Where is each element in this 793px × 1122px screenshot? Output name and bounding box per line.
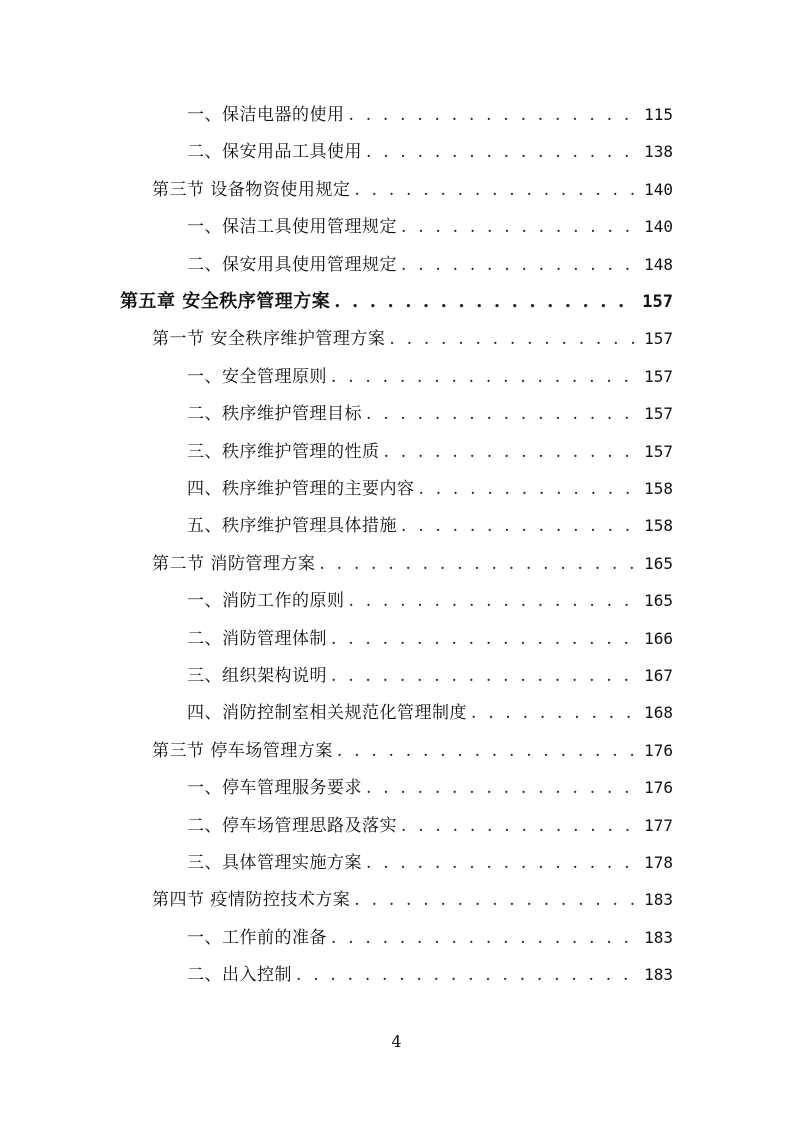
- toc-entry[interactable]: [187, 624, 673, 654]
- toc-entry-title: 第一节 安全秩序维护管理方案: [152, 329, 386, 350]
- toc-leader-dots: [401, 811, 636, 841]
- toc-entry[interactable]: [152, 885, 673, 915]
- toc-entry-title: 第五章 安全秩序管理方案: [120, 291, 331, 312]
- toc-entry-title: 二、保安用具使用管理规定: [187, 254, 397, 275]
- toc-entry-page: 165: [644, 591, 673, 611]
- toc-entry[interactable]: [187, 960, 673, 990]
- toc-leader-dots: [389, 324, 636, 354]
- toc-entry-title: 一、安全管理原则: [187, 366, 327, 387]
- toc-entry-page: 148: [644, 254, 673, 274]
- toc-leader-dots: [366, 773, 636, 803]
- toc-entry-title: 一、工作前的准备: [187, 927, 327, 948]
- toc-entry[interactable]: [152, 175, 673, 205]
- toc-entry[interactable]: [187, 362, 673, 392]
- toc-entry-title: 五、秩序维护管理具体措施: [187, 516, 397, 537]
- toc-entry-page: 177: [644, 815, 673, 835]
- toc-leader-dots: [401, 511, 636, 541]
- toc-entry-page: 178: [644, 853, 673, 872]
- toc-entry[interactable]: [187, 137, 673, 167]
- toc-entry-page: 158: [644, 479, 673, 498]
- toc-leader-dots: [384, 437, 637, 467]
- toc-leader-dots: [331, 923, 636, 953]
- toc-entry-page: 176: [644, 778, 673, 798]
- toc-entry-page: 157: [644, 366, 673, 386]
- toc-entry[interactable]: [187, 586, 673, 616]
- toc-entry-title: 一、停车管理服务要求: [187, 778, 362, 799]
- toc-entry[interactable]: [187, 923, 673, 953]
- toc-entry-page: 183: [644, 965, 673, 985]
- toc-entry-page: 167: [644, 666, 673, 685]
- toc-entry-page: 157: [642, 292, 673, 312]
- toc-entry-page: 183: [644, 890, 673, 910]
- toc-entry-title: 四、秩序维护管理的主要内容: [187, 479, 415, 499]
- toc-entry[interactable]: [187, 250, 673, 280]
- toc-leader-dots: [401, 212, 636, 242]
- toc-entry-title: 二、出入控制: [187, 965, 292, 986]
- toc-entry[interactable]: [120, 287, 673, 317]
- toc-entry[interactable]: [152, 324, 673, 354]
- toc-entry[interactable]: [187, 848, 673, 878]
- toc-leader-dots: [401, 250, 636, 280]
- toc-leader-dots: [471, 698, 636, 728]
- toc-leader-dots: [366, 848, 636, 878]
- toc-entry-page: 165: [644, 553, 673, 573]
- toc-entry-title: 二、保安用品工具使用: [187, 142, 362, 163]
- toc-entry-title: 第三节 停车场管理方案: [152, 740, 333, 761]
- toc-entry-title: 第二节 消防管理方案: [152, 553, 316, 574]
- toc-entry-page: 176: [644, 740, 673, 760]
- toc-entry[interactable]: [152, 549, 673, 579]
- toc-entry-title: 二、消防管理体制: [187, 628, 327, 649]
- toc-entry[interactable]: [187, 437, 673, 467]
- toc-entry-page: 166: [644, 628, 673, 648]
- toc-entry-page: 157: [644, 329, 673, 349]
- toc-entry[interactable]: [187, 399, 673, 429]
- toc-entry-page: 157: [644, 404, 673, 424]
- toc-leader-dots: [419, 474, 637, 504]
- toc-entry-page: 140: [644, 217, 673, 237]
- toc-entry-title: 四、消防控制室相关规范化管理制度: [187, 703, 467, 724]
- toc-entry[interactable]: [187, 511, 673, 541]
- toc-entry-title: 三、具体管理实施方案: [187, 853, 362, 873]
- page-number: 4: [391, 1032, 402, 1051]
- toc-entry-page: 168: [644, 703, 673, 723]
- toc-leader-dots: [354, 175, 636, 205]
- toc-leader-dots: [354, 885, 636, 915]
- toc-entry[interactable]: [187, 212, 673, 242]
- toc-entry-page: 138: [644, 142, 673, 162]
- toc-leader-dots: [349, 100, 637, 130]
- toc-entry-title: 二、停车场管理思路及落实: [187, 815, 397, 836]
- toc-entry-title: 一、消防工作的原则: [187, 591, 345, 612]
- toc-entry-page: 115: [644, 105, 673, 124]
- toc-leader-dots: [366, 399, 636, 429]
- toc-entry-page: 183: [644, 927, 673, 947]
- toc-entry-title: 二、秩序维护管理目标: [187, 404, 362, 425]
- toc-entry-page: 140: [644, 179, 673, 199]
- toc-entry-title: 三、组织架构说明: [187, 666, 327, 686]
- toc-leader-dots: [296, 960, 636, 990]
- toc-entry-page: 158: [644, 516, 673, 536]
- toc-leader-dots: [331, 661, 636, 691]
- toc-entry-title: 一、保洁工具使用管理规定: [187, 217, 397, 238]
- toc-entry-title: 第三节 设备物资使用规定: [152, 179, 351, 200]
- toc-leader-dots: [331, 362, 636, 392]
- toc-leader-dots: [331, 624, 636, 654]
- toc-leader-dots: [366, 137, 636, 167]
- toc-entry-title: 一、保洁电器的使用: [187, 105, 345, 125]
- toc-entry[interactable]: [187, 474, 673, 504]
- toc-entry-title: 三、秩序维护管理的性质: [187, 441, 380, 462]
- toc-entry[interactable]: [187, 698, 673, 728]
- toc-entry[interactable]: [152, 736, 673, 766]
- toc-entry[interactable]: [187, 100, 673, 130]
- toc-entry-title: 第四节 疫情防控技术方案: [152, 890, 351, 911]
- toc-leader-dots: [319, 549, 636, 579]
- toc-entry-page: 157: [644, 441, 673, 461]
- toc-entry[interactable]: [187, 811, 673, 841]
- toc-entry[interactable]: [187, 773, 673, 803]
- toc-leader-dots: [349, 586, 637, 616]
- toc-leader-dots: [337, 736, 636, 766]
- toc-entry[interactable]: [187, 661, 673, 691]
- toc-leader-dots: [334, 287, 634, 317]
